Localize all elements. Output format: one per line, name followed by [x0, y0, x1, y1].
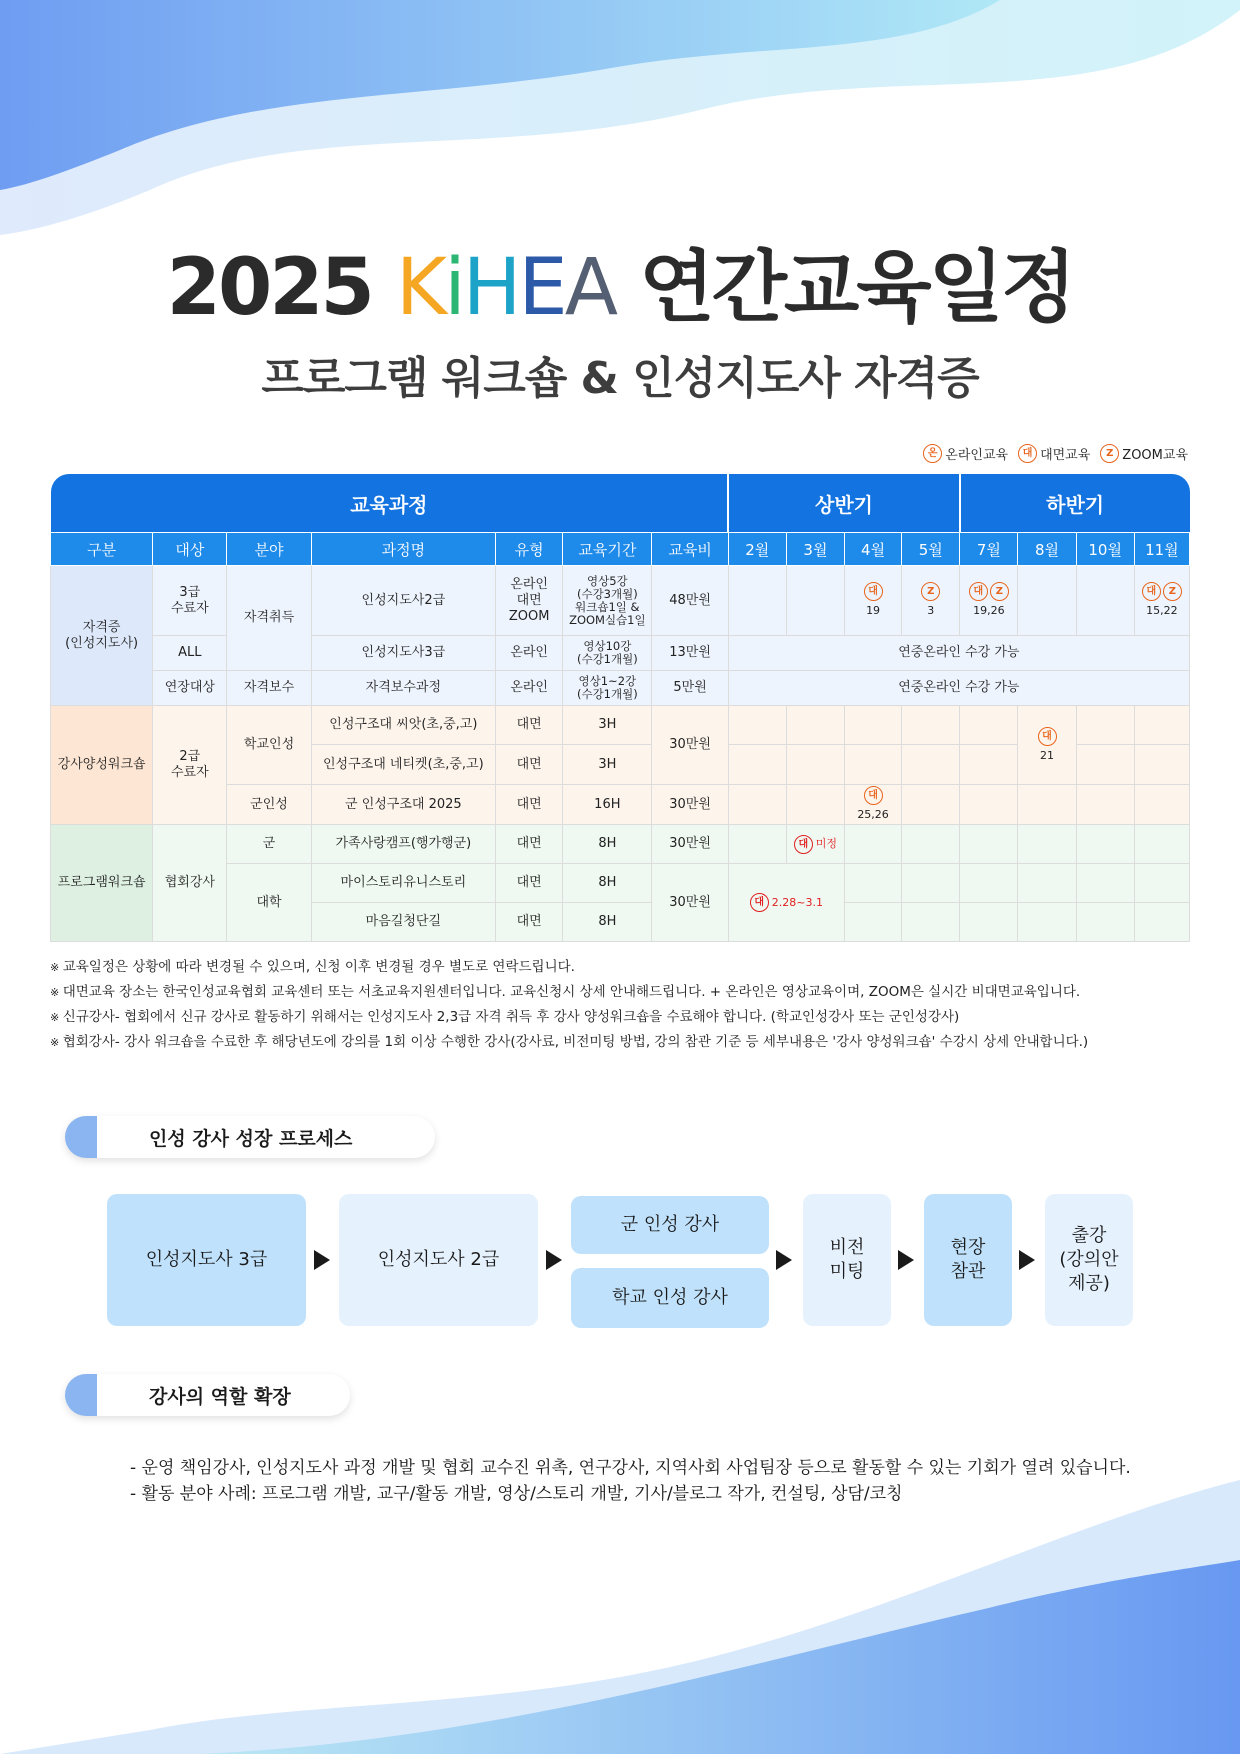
- month-cell: [1134, 745, 1189, 785]
- month-cell: [845, 903, 902, 942]
- col-header: 2월: [728, 533, 786, 566]
- online-badge-icon: 온: [923, 444, 942, 463]
- offline-badge-icon: 대: [1018, 444, 1037, 463]
- month-cell: [728, 825, 786, 864]
- col-header: 분야: [227, 533, 311, 566]
- offline-badge-icon: 대: [864, 786, 883, 805]
- legend-online-label: 온라인교육: [945, 448, 1009, 463]
- period-cell: 영상1~2강 (수강1개월): [563, 671, 652, 706]
- month-cell: [786, 706, 844, 745]
- role-heading-label: 강사의 역할 확장: [149, 1385, 291, 1408]
- title-main-line: [0, 240, 1240, 336]
- type-cell: 대면: [496, 864, 563, 903]
- arrow-right-icon: [898, 1250, 914, 1270]
- brand-letter: H: [462, 243, 519, 333]
- period-cell: 3H: [563, 706, 652, 745]
- year-round-note: 연중온라인 수강 가능: [728, 671, 1189, 706]
- role-description: [130, 1455, 1131, 1507]
- month-cell: [845, 745, 902, 785]
- month-cell: [960, 745, 1018, 785]
- month-cell: [1018, 825, 1076, 864]
- title-main-text: 연간교육일정: [639, 243, 1074, 333]
- month-cell: [1076, 745, 1134, 785]
- header-first-half: 상반기: [728, 474, 960, 533]
- schedule-date: 3: [927, 604, 935, 617]
- brand-letter: A: [564, 243, 616, 333]
- month-cell: [845, 566, 902, 636]
- month-cell: [1134, 785, 1189, 825]
- month-cell: [1076, 566, 1134, 636]
- col-header: 구분: [51, 533, 153, 566]
- month-cell: [728, 864, 844, 942]
- month-cell: [786, 825, 844, 864]
- month-cell: [1134, 706, 1189, 745]
- process-section-heading: [65, 1116, 435, 1158]
- type-cell: 대면: [496, 745, 563, 785]
- table-row: [51, 671, 1190, 706]
- process-flow: [0, 1194, 1240, 1328]
- step-military-instructor: 군 인성 강사: [571, 1196, 769, 1254]
- field-cell: 자격보수: [227, 671, 311, 706]
- month-cell: [845, 785, 902, 825]
- month-cell: [1134, 864, 1189, 903]
- month-cell: [1018, 903, 1076, 942]
- brand-letter: E: [518, 243, 565, 333]
- type-cell: 온라인 대면 ZOOM: [496, 566, 563, 636]
- step-grade3: 인성지도사 3급: [107, 1194, 306, 1326]
- title-subtitle: 프로그램 워크숍 & 인성지도사 자격증: [261, 353, 979, 404]
- brand-letter: K: [395, 243, 445, 333]
- category-cell: 강사양성워크숍: [51, 706, 153, 825]
- offline-badge-icon: 대: [1142, 582, 1161, 601]
- offline-badge-icon: 대: [1038, 727, 1057, 746]
- month-cell: [1076, 706, 1134, 745]
- month-cell: [1076, 903, 1134, 942]
- note-item: ※ 신규강사- 협회에서 신규 강사로 활동하기 위해서는 인성지도사 2,3급 자격 취득 후 강사 양성워크숍을 수료해야 합니다. (학교인성강사 또는 군인성강사): [50, 1005, 1200, 1030]
- period-cell: 8H: [563, 864, 652, 903]
- month-cell: [1018, 785, 1076, 825]
- step-vision-meeting: 비전 미팅: [803, 1194, 891, 1326]
- offline-badge-icon: 대: [864, 582, 883, 601]
- month-cell: [960, 825, 1018, 864]
- month-cell: [960, 566, 1018, 636]
- col-header: 11월: [1134, 533, 1189, 566]
- month-cell: [1076, 785, 1134, 825]
- course-cell: 인성구조대 씨앗(초,중,고): [311, 706, 495, 745]
- note-item: ※ 교육일정은 상황에 따라 변경될 수 있으며, 신청 이후 변경될 경우 별도로 연락드립니다.: [50, 955, 1200, 980]
- col-header: 7월: [960, 533, 1018, 566]
- target-cell: 협회강사: [153, 825, 227, 942]
- course-cell: 군 인성구조대 2025: [311, 785, 495, 825]
- month-cell: [960, 785, 1018, 825]
- title-year: 2025: [166, 243, 372, 333]
- role-line: - 활동 분야 사례: 프로그램 개발, 교구/활동 개발, 영상/스토리 개발, 기사/블로그 작가, 컨설팅, 상담/코칭: [130, 1484, 903, 1504]
- field-cell: 자격취득: [227, 566, 311, 671]
- arrow-right-icon: [314, 1250, 330, 1270]
- col-header: 8월: [1018, 533, 1076, 566]
- offline-badge-icon: 대: [750, 893, 769, 912]
- poster-title: [0, 240, 1240, 406]
- target-cell: ALL: [153, 636, 227, 671]
- arrow-right-icon: [1019, 1250, 1035, 1270]
- type-cell: 대면: [496, 785, 563, 825]
- table-row: [51, 706, 1190, 745]
- col-header: 3월: [786, 533, 844, 566]
- month-cell: [845, 825, 902, 864]
- field-cell: 군: [227, 825, 311, 864]
- month-cell: [960, 706, 1018, 745]
- col-header: 4월: [845, 533, 902, 566]
- col-header: 유형: [496, 533, 563, 566]
- category-cell: 프로그램워크숍: [51, 825, 153, 942]
- legend-zoom: [1100, 444, 1188, 463]
- year-round-note: 연중온라인 수강 가능: [728, 636, 1189, 671]
- month-cell: [1018, 706, 1076, 785]
- course-cell: 인성구조대 네티켓(초,중,고): [311, 745, 495, 785]
- schedule-table: [50, 474, 1190, 942]
- period-cell: 16H: [563, 785, 652, 825]
- period-cell: 8H: [563, 825, 652, 864]
- process-heading-label: 인성 강사 성장 프로세스: [149, 1127, 353, 1150]
- zoom-badge-icon: Z: [1163, 582, 1182, 601]
- top-wave-decoration: [0, 0, 1240, 260]
- fee-cell: 5만원: [652, 671, 728, 706]
- brand-logo-khea: [396, 243, 615, 333]
- zoom-badge-icon: Z: [1100, 444, 1119, 463]
- month-cell: [902, 566, 960, 636]
- col-header: 과정명: [311, 533, 495, 566]
- legend-offline-label: 대면교육: [1040, 448, 1091, 463]
- arrow-right-icon: [546, 1250, 562, 1270]
- schedule-date: 19: [866, 604, 881, 617]
- notes-list: [50, 955, 1200, 1055]
- month-cell: [1076, 864, 1134, 903]
- fee-cell: 30만원: [652, 706, 728, 785]
- month-cell: [902, 903, 960, 942]
- target-cell: 연장대상: [153, 671, 227, 706]
- legend-offline: [1018, 444, 1090, 463]
- field-cell: 학교인성: [227, 706, 311, 785]
- table-row: [51, 825, 1190, 864]
- period-cell: 영상5강 (수강3개월) 워크숍1일 & ZOOM실습1일: [563, 566, 652, 636]
- col-header: 대상: [153, 533, 227, 566]
- month-cell: [786, 745, 844, 785]
- month-cell: [728, 706, 786, 745]
- step-school-instructor: 학교 인성 강사: [571, 1268, 769, 1328]
- course-cell: 인성지도사3급: [311, 636, 495, 671]
- fee-cell: 13만원: [652, 636, 728, 671]
- field-cell: 대학: [227, 864, 311, 942]
- target-cell: 2급 수료자: [153, 706, 227, 825]
- fee-cell: 30만원: [652, 825, 728, 864]
- step-field-observation: 현장 참관: [924, 1194, 1012, 1326]
- note-item: ※ 협회강사- 강사 워크숍을 수료한 후 해당년도에 강의를 1회 이상 수행한 강사(강사료, 비전미팅 방법, 강의 참관 기준 등 세부내용은 '강사 양성워크숍' 수강시 상세 안내합니다.): [50, 1030, 1200, 1055]
- zoom-badge-icon: Z: [990, 582, 1009, 601]
- month-cell: [1018, 566, 1076, 636]
- fee-cell: 30만원: [652, 785, 728, 825]
- schedule-tbd: 미정: [815, 837, 838, 850]
- month-cell: [902, 864, 960, 903]
- month-cell: [960, 903, 1018, 942]
- field-cell: 군인성: [227, 785, 311, 825]
- step-lecturing: 출강 (강의안 제공): [1045, 1194, 1133, 1326]
- role-section-heading: [65, 1374, 350, 1416]
- col-header: 10월: [1076, 533, 1134, 566]
- arrow-right-icon: [776, 1250, 792, 1270]
- brand-letter: i: [444, 243, 463, 333]
- category-cell: 자격증 (인성지도사): [51, 566, 153, 706]
- col-header: 5월: [902, 533, 960, 566]
- column-header-row: [51, 533, 1190, 566]
- course-cell: 마이스토리유니스토리: [311, 864, 495, 903]
- schedule-date: 15,22: [1146, 604, 1178, 617]
- month-cell: [786, 566, 844, 636]
- type-cell: 대면: [496, 903, 563, 942]
- offline-badge-icon: 대: [794, 835, 813, 854]
- month-cell: [902, 825, 960, 864]
- month-cell: [728, 785, 786, 825]
- step-grade2: 인성지도사 2급: [339, 1194, 538, 1326]
- heading-accent: [65, 1116, 97, 1158]
- month-cell: [728, 566, 786, 636]
- schedule-date: 2.28~3.1: [771, 895, 823, 909]
- header-course: 교육과정: [51, 474, 729, 533]
- course-cell: 자격보수과정: [311, 671, 495, 706]
- legend: [923, 444, 1188, 463]
- type-cell: 온라인: [496, 671, 563, 706]
- month-cell: [902, 785, 960, 825]
- header-second-half: 하반기: [960, 474, 1190, 533]
- legend-zoom-label: ZOOM교육: [1122, 448, 1188, 463]
- month-cell: [845, 706, 902, 745]
- month-cell: [1134, 566, 1189, 636]
- month-cell: [786, 785, 844, 825]
- role-line: - 운영 책임강사, 인성지도사 과정 개발 및 협회 교수진 위촉, 연구강사, 지역사회 사업팀장 등으로 활동할 수 있는 기회가 열려 있습니다.: [130, 1458, 1131, 1478]
- fee-cell: 48만원: [652, 566, 728, 636]
- month-cell: [902, 706, 960, 745]
- month-cell: [1134, 903, 1189, 942]
- month-cell: [1076, 825, 1134, 864]
- month-cell: [728, 745, 786, 785]
- schedule-date: 21: [1040, 748, 1055, 762]
- note-item: ※ 대면교육 장소는 한국인성교육협회 교육센터 또는 서초교육지원센터입니다. 교육신청시 상세 안내해드립니다. + 온라인은 영상교육이며, ZOOM은 실시간 비대면교육입니다.: [50, 980, 1200, 1005]
- month-cell: [1018, 864, 1076, 903]
- course-cell: 마음길청단길: [311, 903, 495, 942]
- table-row: [51, 636, 1190, 671]
- offline-badge-icon: 대: [969, 582, 988, 601]
- type-cell: 대면: [496, 706, 563, 745]
- table-row: [51, 566, 1190, 636]
- month-cell: [1134, 825, 1189, 864]
- schedule-date: 19,26: [973, 604, 1005, 617]
- col-header: 교육기간: [563, 533, 652, 566]
- type-cell: 대면: [496, 825, 563, 864]
- month-cell: [902, 745, 960, 785]
- fee-cell: 30만원: [652, 864, 728, 942]
- month-cell: [960, 864, 1018, 903]
- course-cell: 가족사랑캠프(행가행군): [311, 825, 495, 864]
- period-cell: 3H: [563, 745, 652, 785]
- period-cell: 영상10강 (수강1개월): [563, 636, 652, 671]
- type-cell: 온라인: [496, 636, 563, 671]
- period-cell: 8H: [563, 903, 652, 942]
- target-cell: 3급 수료자: [153, 566, 227, 636]
- col-header: 교육비: [652, 533, 728, 566]
- heading-accent: [65, 1374, 97, 1416]
- legend-online: [923, 444, 1008, 463]
- zoom-badge-icon: Z: [921, 582, 940, 601]
- schedule-date: 25,26: [857, 808, 889, 821]
- course-cell: 인성지도사2급: [311, 566, 495, 636]
- schedule-table-wrap: [50, 474, 1190, 942]
- month-cell: [845, 864, 902, 903]
